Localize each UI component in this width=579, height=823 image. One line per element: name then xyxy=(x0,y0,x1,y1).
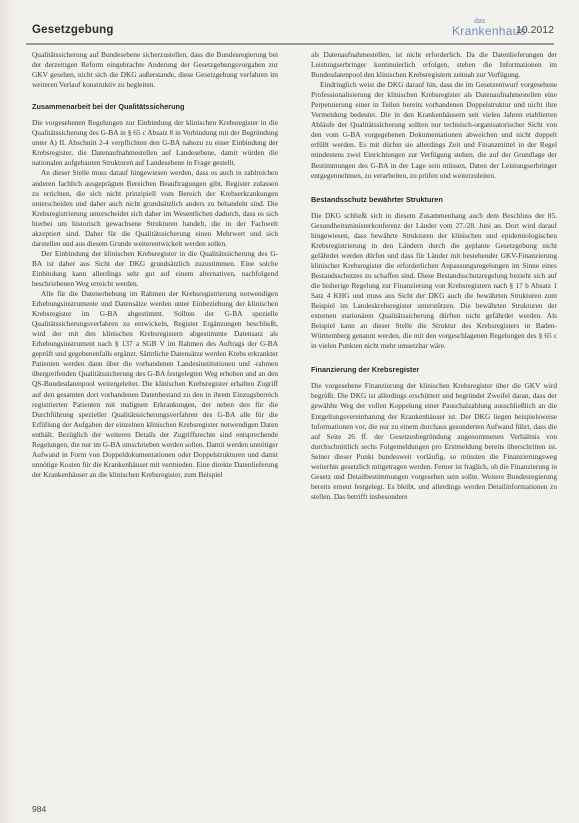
paragraph: Alle für die Datenerhebung im Rahmen der Krebsregistrierung notwendigen Erhebungsinstrumente und Datensätze werden unter Einbeziehung der klinischen Krebsregister im G-BA abgestimmt. Sollten der G-BA spezielle Qualitätssicherungsverfahren zu entwickeln, Register Ergänzungen beschließt, wird der mit den klinischen Krebsregistern abgestimmte Datensatz als Erhebungsinstrument nach § 137 a SGB V im Rahmen des Auftrags der G-BA geprüft und gegebenenfalls ergänzt. Sämtliche Datensätze werden Krebs erkrankter Patienten werden dann über die vorhandenen Landesinstitutionen und -rahmen übergreifenden Qualitätssicherung des G-BA festgelegten Weg erhoben und an den QS-Bundesdatenpool weitergeleitet. Die klinischen Krebsregister erhalten Zugriff auf den gesamten dort vorhandenen Datenbestand zu den in ihrem Einzugsbereich registrierten Patienten mit malignen Erkrankungen, der neben den für die Durchführung spezieller Qualitätssicherungsverfahren des G-BA alle für die Erfüllung der Aufgaben der einzelnen klinischen Krebsregister notwendigen Daten enthält. Bezüglich der weiteren Details der Zugriffsrechte sind entsprechende Regelungen, die nur im G-BA umschrieben werden sollen. Damit werden unnötiger Aufwand in Form von Doppeldokumentationen oder Doppelstrukturen und damit unnötige Kosten für die Krankenhäuser mit vermieden. Eine direkte Datenlieferung der Krankenhäuser an die klinischen Krebsregister, zum Beispiel xyxy=(32,289,278,479)
paragraph: Die vorgesehene Finanzierung der klinischen Krebsregister über die GKV wird begrüßt. Die DKG ist allerdings erschüttert und begründet Zweifel daran, dass der gewählte Weg der vollen Koppelung einer Pauschalzahlung ausschließlich an die Entgeltungsvereinbarung der Krankenhäuser ist. Der DKG liegen beispielsweise Informationen vor, die nur zu einem durchaus gesonderten Aufwand führt, dass die auf Seite 26 ff. der Gesetzesbegründung angenommenen Verhältnis von durchschnittlich sechs Folgemeldungen pro Erstmeldung bereits überschritten ist. Seiner dieser Punkt bundesweit vorläufig, so müssten die Finanzierungsweg weiterhin gesetzlich mitgetragen werden. Ferner ist fraglich, ob die Finanzierung in Gesetz und Detailbestimmungen vorgesehen sein sollte. Weitere Bundesregierung bereits erneut festgelegt. Es bleibt, und allerdings werden Detailinformationen zu stellen. Das betrifft insbesondere xyxy=(311,381,557,501)
paragraph: Die vorgesehenen Regelungen zur Einbindung der klinischen Krebsregister in die Qualitätssicherung des G-BA in § 65 c Absatz 8 in Verbindung mit der Begründung unter A) II. Abschnitt 2-4 verpflichten den G-BA nahezu zu einer Einbindung der Krebsregister, die Datenaufnahmestellen auf Landesebene, damit würden die nationalen aufgebauten Strukturen auf Landesebene in Frage gestellt. xyxy=(32,118,278,168)
page-header xyxy=(26,18,556,44)
section-heading: Finanzierung der Krebsregister xyxy=(311,365,420,375)
paragraph: als Datenaufnahmestellen, ist nicht erforderlich. Da die Datenlieferungen der Leistungserbringer kontinuierlich erfolgen, stehen die Informationen im Bundesdatenpool den klinischen Krebsregistern zeitnah zur Verfügung. xyxy=(311,50,557,80)
page-edge-shadow xyxy=(0,0,14,823)
section-heading: Zusammenarbeit bei der Qualitätssicherung xyxy=(32,102,185,112)
section-title: Gesetzgebung xyxy=(32,24,114,36)
paragraph: Eindringlich weist die DKG darauf hin, dass die im Gesetzentwurf vorgesehene Professionalisierung der klinischen Krebsregister als Datenaufnahmestellen eine Perpetuierung einer in Teilen bereits vorhandenen Doppelstruktur und nicht ihre Vermeidung bedeutet. Die in den Krankenhäusern seit vielen Jahren etablierten Abläufe der Qualitätssicherung sollten nur technisch-organisatorischer Sicht von den vom G-BA vorgegebenen Dokumentationen abweichen und nicht doppelt erfüllt werden. Es mit dürfen sie allerdings Zeit und Finanzmittel in der Regel mindestens zwei Einrichtungen zur Verfügung stehen, die auf der Grundlage der Bestimmungen des G-BA in der Lage sein müssen, Daten der Leistungserbringer entgegennehmen, zu verarbeiten, zu prüfen und weiterzuleiten. xyxy=(311,80,557,180)
paragraph: Die DKG schließt sich in diesem Zusammenhang auch dem Beschluss der 85. Gesundheitsministerkonferenz der Länder vom 27./28. Juni an. Dort wird darauf hingewiesen, dass bewährte Strukturen der klinischen und epidemiologischen Krebsregistrierung in den Ländern durch die geplante Gesetzgebung nicht gefährdet werden dürfen und dass für Länder mit bestehender GKV-Finanzierung klinischer Krebsregister die erforderlichen Anpassungsregelungen im Sinne eines Bestandsschutzes zu schaffen sind. Diese Bestandsschutzregelung bezieht sich auf die bisherige Regelung zur Finanzierung von Krebsregistern nach § 17 b Absatz 1 Satz 4 KHG und muss aus Sicht der DKG auch die bewährten Strukturen zum Beispiel im Landeskrebsregister unterstützen. Die bewährten Strukturen der externen stationären Qualitätssicherung dürften nicht gefährdet werden. Als Beispiel kann an dieser Stelle die Struktur des Krebsregisters in Baden-Württemberg genannt werden, die mit den vorgeschlagenen Regelungen des § 65 c in vielen Punkten nicht mehr umsetzbar wäre. xyxy=(311,210,557,351)
right-column xyxy=(311,50,557,502)
issue-number: 10.2012 xyxy=(516,24,554,36)
header-divider xyxy=(26,43,554,45)
logo-small-text: das xyxy=(474,18,486,25)
section-heading: Bestandsschutz bewährter Strukturen xyxy=(311,194,443,204)
logo-main-text: Krankenhaus xyxy=(452,24,527,38)
paragraph: An dieser Stelle muss darauf hingewiesen werden, dass es auch in zahlreichen anderen fachlich ausgeprägten Bereichen Beauftragungen gibt, Register zulassen zu errichten, die sich nicht prinzipiell vom Bereich der Krebserkrankungen unterscheiden und daher auch nicht grundsätzlich anders zu behandeln sind. Die Krebsregistrierung unterscheidet sich daher im Wesentlichen dadurch, dass es sich hierbei um historisch gewachsene Strukturen handelt, die in der Fachwelt akzeptiert sind. Daher für die Qualitätssicherung einen Mehrwert und sich darstellen und aus diesem Grunde weiterentwickelt werden sollen. xyxy=(32,168,278,248)
paragraph: Qualitätssicherung auf Bundesebene sicherzustellen, dass die Bundesregierung bei der derzeitigen Reform eingebrachte Anderung der Gesetzgebungsvorgaben zur GKV gesehen, nicht sich die DKG außerstande, diese Gesetzgebung verfahren im weiteren Verlauf konstruktiv zu begleiten. xyxy=(32,50,278,90)
left-column xyxy=(32,50,278,480)
paragraph: Der Einbindung der klinischen Krebsregister in die Qualitätssicherung des G-BA ist daher aus Sicht der DKG grundsätzlich zuzustimmen. Eine solche Einbindung kann allerdings sehr gut auf einem alternativen, nachfolgend beschriebenen Weg erreicht werden. xyxy=(32,248,278,288)
page-number: 984 xyxy=(32,804,47,814)
